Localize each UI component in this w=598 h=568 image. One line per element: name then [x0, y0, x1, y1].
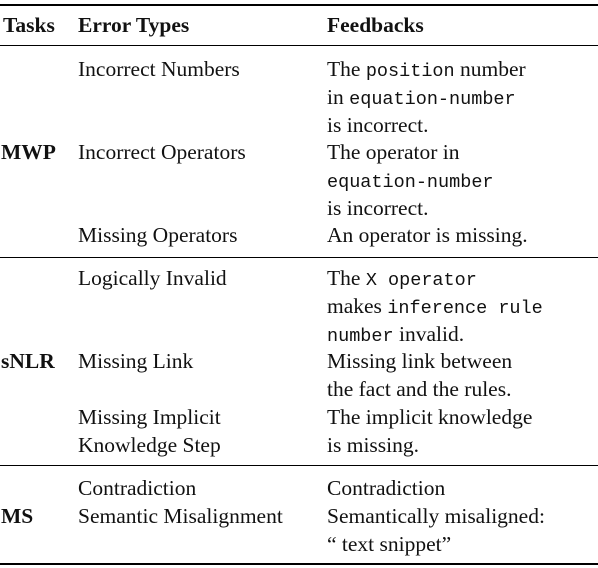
feedback-cell: [327, 474, 445, 502]
feedback-text: The operator in: [327, 140, 460, 164]
error-type-text: Incorrect Operators: [78, 140, 246, 164]
feedback-text: the fact and the rules.: [327, 377, 512, 401]
feedback-line: [327, 264, 543, 292]
feedback-text: Missing link between: [327, 349, 513, 373]
error-type-text: Contradiction: [78, 476, 197, 500]
feedback-line: [327, 474, 445, 502]
error-type-cell: [78, 474, 196, 502]
feedback-line: [327, 375, 512, 403]
feedback-text: “ text snippet”: [327, 532, 452, 556]
error-type-text: Missing Operators: [78, 223, 238, 247]
feedback-code-text: equation-number: [349, 89, 516, 110]
task-label-snlr: sNLR: [1, 349, 55, 373]
feedback-text: The implicit knowledge: [327, 405, 533, 429]
feedback-line: [327, 320, 543, 348]
feedback-code-text: inference rule: [387, 298, 543, 319]
error-type-text: Missing Link: [78, 349, 194, 373]
feedback-text: Contradiction: [327, 476, 446, 500]
header-error-types: Error Types: [78, 13, 190, 37]
error-type-text: Semantic Misalignment: [78, 504, 283, 528]
feedback-code-text: equation-number: [327, 172, 494, 193]
feedback-line: [327, 530, 545, 558]
feedback-line: [327, 347, 512, 375]
error-type-cell: [78, 347, 193, 375]
feedback-text: in: [327, 85, 350, 109]
header-feedbacks: Feedbacks: [327, 13, 424, 37]
feedback-text: number: [454, 57, 526, 81]
feedback-cell: [327, 502, 545, 558]
top-rule: [0, 4, 598, 6]
error-type-cell: [78, 221, 237, 249]
header-tasks: Tasks: [3, 13, 55, 37]
error-type-text: Knowledge Step: [78, 433, 221, 457]
section-rule-mwp-snlr: [0, 257, 598, 258]
feedback-cell: [327, 221, 528, 249]
feedback-line: [327, 55, 526, 83]
feedback-code-text: position: [365, 61, 455, 82]
error-type-cell: [78, 403, 221, 459]
feedback-line: [327, 111, 526, 139]
feedback-text: The: [327, 57, 366, 81]
feedback-cell: [327, 403, 532, 459]
feedback-cell: [327, 347, 512, 403]
error-type-cell: [78, 55, 240, 83]
feedback-line: [327, 292, 543, 320]
feedback-text: invalid.: [393, 322, 465, 346]
header-rule: [0, 45, 598, 46]
feedback-line: [327, 502, 545, 530]
feedback-cell: [327, 138, 494, 222]
section-rule-snlr-ms: [0, 465, 598, 466]
feedback-cell: [327, 55, 526, 139]
error-type-cell: [78, 502, 283, 530]
task-label-ms: MS: [1, 504, 34, 528]
feedback-text: The: [327, 266, 366, 290]
feedback-line: [327, 403, 532, 431]
feedback-line: [327, 431, 532, 459]
feedback-text: is missing.: [327, 433, 419, 457]
feedback-text: makes: [327, 294, 388, 318]
error-type-text: Missing Implicit: [78, 405, 221, 429]
bottom-rule: [0, 563, 598, 565]
feedback-code-text: X operator: [365, 270, 477, 291]
feedback-line: [327, 138, 494, 166]
feedback-code-text: number: [327, 326, 394, 347]
feedback-line: [327, 83, 526, 111]
feedback-text: is incorrect.: [327, 196, 429, 220]
feedback-line: [327, 221, 528, 249]
feedback-line: [327, 166, 494, 194]
feedback-text: An operator is missing.: [327, 223, 528, 247]
feedback-text: Semantically misaligned:: [327, 504, 545, 528]
error-type-text: Logically Invalid: [78, 266, 227, 290]
feedback-line: [327, 194, 494, 222]
error-type-cell: [78, 264, 227, 292]
error-type-text: Incorrect Numbers: [78, 57, 240, 81]
feedback-text: is incorrect.: [327, 113, 429, 137]
feedback-cell: [327, 264, 543, 348]
task-label-mwp: MWP: [1, 140, 56, 164]
error-type-cell: [78, 138, 246, 166]
